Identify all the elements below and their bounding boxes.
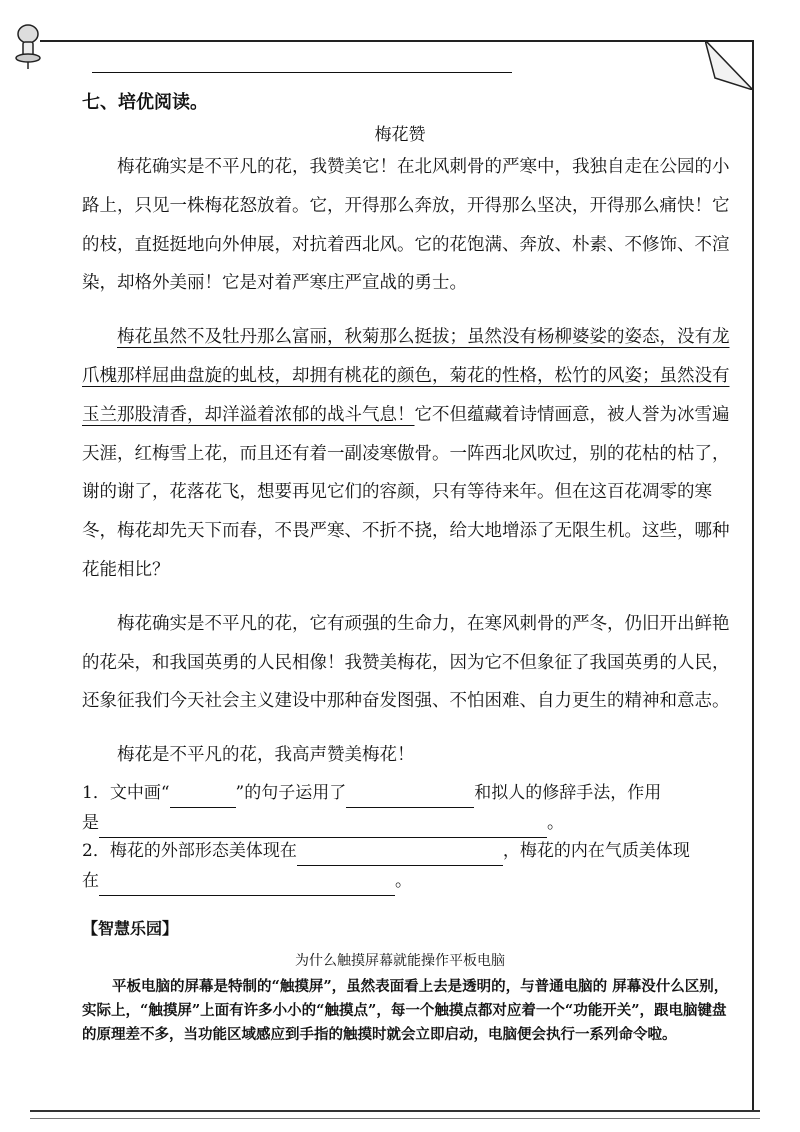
essay-body xyxy=(82,148,742,790)
essay-paragraph-1: 梅花确实是不平凡的花，我赞美它！在北风刺骨的严寒中，我独自走在公园的小路上，只见一株梅花怒放着。它，开得那么奔放，开得那么坚决，开得那么痛快！它的枝，直挺挺地向外伸展，对抗着西北风。它的花饱满、奔放、朴素、不修饰、不渲染，却格外美丽！它是对着严寒庄严宣战的勇士。 xyxy=(82,157,730,294)
top-rule xyxy=(92,72,512,73)
essay-paragraph-3: 梅花确实是不平凡的花，它有顽强的生命力，在寒风刺骨的严冬，仍旧开出鲜艳的花朵，和我国英勇的人民相像！我赞美梅花，因为它不但象征了我国英勇的人民，还象征我们今天社会主义建设中那种奋发图强、不怕困难、自力更生的精神和意志。 xyxy=(82,613,730,712)
essay-paragraph-2 xyxy=(82,318,742,590)
question-1: 1．文中画“ ”的句子运用了 和拟人的修辞手法，作用 是 。 xyxy=(82,778,742,838)
underlined-sentence: 梅花虽然不及牡丹那么富丽，秋菊那么挺拔；虽然没有杨柳婆娑的姿态，没有龙爪槐那样屈曲盘旋的虬枝，却拥有桃花的颜色，菊花的性格，松竹的风姿；虽然没有玉兰那股清香，却洋溢着浓郁的战斗气息！ xyxy=(82,327,730,425)
bottom-rule xyxy=(30,1110,760,1119)
pushpin-icon xyxy=(10,20,46,70)
question-2: 2．梅花的外部形态美体现在 ，梅花的内在气质美体现 在 。 xyxy=(82,836,742,896)
paragraph-2-rest: 它不但蕴藏着诗情画意，被人誉为冰雪遍天涯，红梅雪上花，而且还有着一副凌寒傲骨。一阵西北风吹过，别的花枯的枯了，谢的谢了，花落花飞，想要再见它们的容颜，只有等待来年。但在这百花凋零的寒冬，梅花却先天下而春，不畏严寒、不折不挠，给大地增添了无限生机。这些，哪种花能相比？ xyxy=(82,404,730,580)
wisdom-heading: 【智慧乐园】 xyxy=(82,919,179,938)
wisdom-paragraph: 平板电脑的屏幕是特制的“触摸屏”，虽然表面看上去是透明的，与普通电脑的 屏幕没什么区别，实际上，“触摸屏”上面有许多小小的“触摸点”，每一个触摸点都对应着一个“功能开关”，跟电脑键盘的原理差不多，当功能区域感应到手指的触摸时就会立即启动，电脑便会执行一系列命令啦。 xyxy=(82,978,729,1043)
wisdom-body xyxy=(82,975,734,1047)
folded-corner xyxy=(705,40,753,90)
q1-blank-rhetoric[interactable] xyxy=(346,787,474,808)
essay-title: 梅花赞 xyxy=(374,125,426,145)
section-heading: 七、培优阅读。 xyxy=(82,92,208,113)
q2-blank-appearance[interactable] xyxy=(297,845,503,866)
wisdom-title: 为什么触摸屏幕就能操作平板电脑 xyxy=(295,953,505,969)
q1-blank-effect[interactable] xyxy=(99,817,547,838)
essay-paragraph-4: 梅花是不平凡的花，我高声赞美梅花！ xyxy=(117,745,415,766)
q1-blank-quote[interactable] xyxy=(170,787,236,808)
q2-blank-temperament[interactable] xyxy=(99,875,395,896)
